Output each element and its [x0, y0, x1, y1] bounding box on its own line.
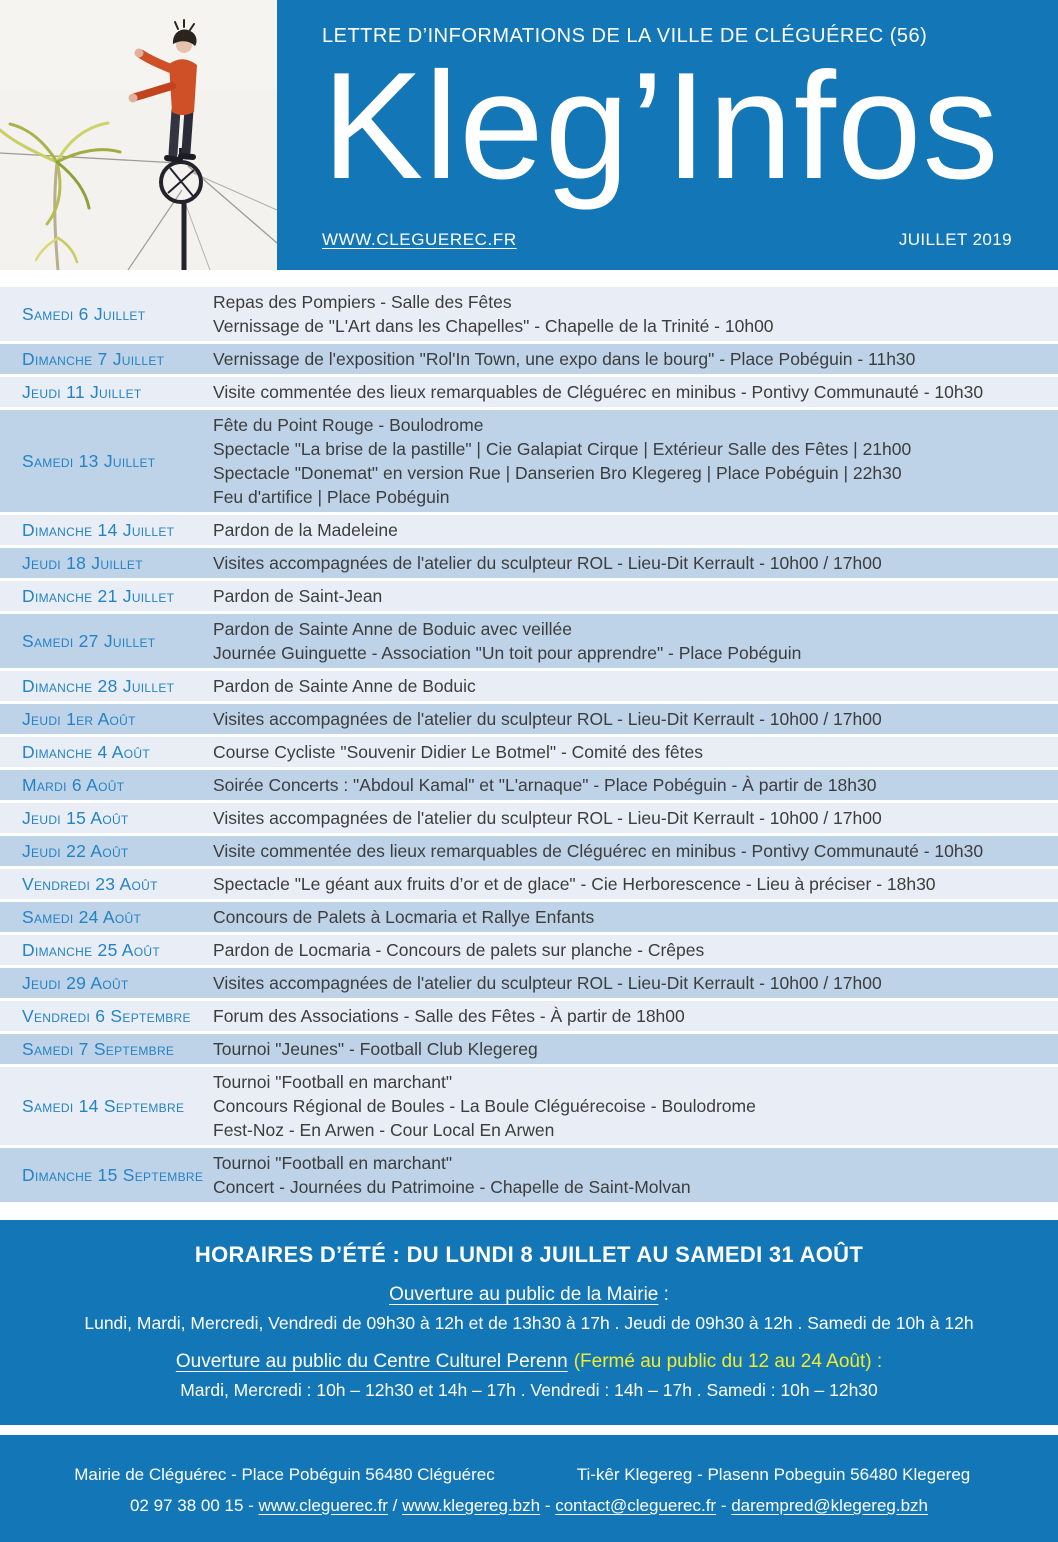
- event-description: [213, 674, 1058, 698]
- event-description: [213, 551, 1058, 575]
- event-description-line: Concours de Palets à Locmaria et Rallye Enfants: [213, 907, 595, 927]
- event-description: [213, 290, 1058, 338]
- event-date: Dimanche 4 Août: [22, 742, 150, 762]
- masthead: [277, 0, 1058, 270]
- address-breton: Ti-kêr Klegereg - Plasenn Pobeguin 56480 Klegereg: [576, 1465, 971, 1484]
- perenn-closed-note: (Fermé au public du 12 au 24 Août) :: [573, 1351, 883, 1372]
- event-description: [213, 1151, 1058, 1199]
- event-description-line: Forum des Associations - Salle des Fêtes - À partir de 18h00: [213, 1006, 685, 1026]
- event-description-line: Pardon de Locmaria - Concours de palets sur planche - Crêpes: [213, 940, 705, 960]
- event-description: [213, 938, 1058, 962]
- event-row: [0, 410, 1058, 515]
- event-description-line: Pardon de Saint-Jean: [213, 586, 383, 606]
- summer-hours-section: [0, 1220, 1058, 1425]
- masthead-bottom: [322, 230, 1012, 250]
- newsletter-title: Kleg’Infos: [322, 41, 1000, 211]
- event-description: [213, 518, 1058, 542]
- event-date: Dimanche 21 Juillet: [22, 586, 175, 606]
- footer-text: /: [387, 1496, 403, 1515]
- event-date: Dimanche 25 Août: [22, 940, 160, 960]
- event-row: [0, 968, 1058, 1001]
- newsletter-tagline: LETTRE D’INFORMATIONS DE LA VILLE DE CLÉGUÉREC (56): [322, 25, 928, 47]
- event-description: [213, 905, 1058, 929]
- header: [0, 0, 1058, 270]
- footer-text: 02 97 38 00 15 -: [129, 1496, 259, 1515]
- event-description-line: Journée Guinguette - Association "Un toit pour apprendre" - Place Pobéguin: [213, 643, 802, 663]
- event-row: [0, 803, 1058, 836]
- event-description-line: Fest-Noz - En Arwen - Cour Local En Arwen: [213, 1120, 555, 1140]
- event-date: Dimanche 15 Septembre: [22, 1165, 204, 1185]
- event-description-line: Fête du Point Rouge - Boulodrome: [213, 415, 484, 435]
- footer-text: -: [716, 1496, 732, 1515]
- event-date: Samedi 6 Juillet: [22, 304, 146, 324]
- footer-contact-line: [40, 1496, 1018, 1516]
- header-photo: [0, 0, 277, 270]
- footer: [0, 1435, 1058, 1542]
- event-date: Samedi 13 Juillet: [22, 451, 156, 471]
- event-description: [213, 1004, 1058, 1028]
- event-row: [0, 869, 1058, 902]
- event-row: [0, 377, 1058, 410]
- event-description-line: Concert - Journées du Patrimoine - Chapelle de Saint-Molvan: [213, 1177, 691, 1197]
- event-row: [0, 671, 1058, 704]
- event-row: [0, 1148, 1058, 1205]
- event-description-line: Pardon de Sainte Anne de Boduic avec veillée: [213, 619, 573, 639]
- event-description: [213, 380, 1058, 404]
- event-description-line: Visites accompagnées de l'atelier du sculpteur ROL - Lieu-Dit Kerrault - 10h00 / 17h00: [213, 973, 882, 993]
- event-date: Samedi 24 Août: [22, 907, 142, 927]
- event-row: [0, 1034, 1058, 1067]
- event-row: [0, 515, 1058, 548]
- event-date: Dimanche 28 Juillet: [22, 676, 175, 696]
- mairie-heading-colon: :: [658, 1284, 669, 1305]
- event-row: [0, 344, 1058, 377]
- event-description: [213, 773, 1058, 797]
- event-description-line: Spectacle "Donemat" en version Rue | Danserien Bro Klegereg | Place Pobéguin | 22h30: [213, 463, 902, 483]
- event-row: [0, 1001, 1058, 1034]
- event-description: [213, 1037, 1058, 1061]
- event-description: [213, 707, 1058, 731]
- event-date: Dimanche 7 Juillet: [22, 349, 165, 369]
- event-description: [213, 806, 1058, 830]
- event-description-line: Visite commentée des lieux remarquables de Cléguérec en minibus - Pontivy Communauté - 10h30: [213, 841, 984, 861]
- event-row: [0, 770, 1058, 803]
- event-row: [0, 737, 1058, 770]
- events-table: [0, 287, 1058, 1205]
- event-description-line: Concours Régional de Boules - La Boule Cléguérecoise - Boulodrome: [213, 1096, 756, 1116]
- event-date: Jeudi 29 Août: [22, 973, 129, 993]
- event-description: [213, 617, 1058, 665]
- mairie-heading-text: Ouverture au public de la Mairie: [389, 1284, 659, 1305]
- event-description-line: Spectacle "La brise de la pastille" | Cie Galapiat Cirque | Extérieur Salle des Fêtes | 21h00: [213, 439, 912, 459]
- footer-link[interactable]: www.klegereg.bzh: [402, 1496, 541, 1515]
- tightrope-walker-photo: [0, 0, 277, 270]
- event-date: Jeudi 1er Août: [22, 709, 136, 729]
- event-row: [0, 935, 1058, 968]
- event-description-line: Visite commentée des lieux remarquables de Cléguérec en minibus - Pontivy Communauté - 10h30: [213, 382, 984, 402]
- event-description-line: Visites accompagnées de l'atelier du sculpteur ROL - Lieu-Dit Kerrault - 10h00 / 17h00: [213, 709, 882, 729]
- event-description-line: Pardon de la Madeleine: [213, 520, 398, 540]
- event-description: [213, 740, 1058, 764]
- event-description: [213, 839, 1058, 863]
- footer-link[interactable]: contact@cleguerec.fr: [555, 1496, 717, 1515]
- event-description-line: Spectacle "Le géant aux fruits d’or et de glace" - Cie Herborescence - Lieu à préciser - 18h30: [213, 874, 936, 894]
- website-link[interactable]: WWW.CLEGUEREC.FR: [322, 230, 517, 249]
- event-description: [213, 872, 1058, 896]
- event-description-line: Visites accompagnées de l'atelier du sculpteur ROL - Lieu-Dit Kerrault - 10h00 / 17h00: [213, 553, 882, 573]
- event-description-line: Tournoi "Football en marchant": [213, 1072, 453, 1092]
- event-description: [213, 347, 1058, 371]
- event-description-line: Vernissage de "L'Art dans les Chapelles" - Chapelle de la Trinité - 10h00: [213, 316, 774, 336]
- event-description-line: Feu d'artifice | Place Pobéguin: [213, 487, 450, 507]
- event-row: [0, 548, 1058, 581]
- event-date: Jeudi 11 Juillet: [22, 382, 142, 402]
- footer-link[interactable]: www.cleguerec.fr: [258, 1496, 388, 1515]
- event-description-line: Soirée Concerts : "Abdoul Kamal" et "L'arnaque" - Place Pobéguin - À partir de 18h30: [213, 775, 877, 795]
- footer-addresses: [40, 1465, 1018, 1485]
- event-description: [213, 413, 1058, 509]
- event-description-line: Visites accompagnées de l'atelier du sculpteur ROL - Lieu-Dit Kerrault - 10h00 / 17h00: [213, 808, 882, 828]
- mairie-hours-heading: [24, 1284, 1034, 1306]
- event-date: Samedi 7 Septembre: [22, 1039, 175, 1059]
- event-date: Vendredi 23 Août: [22, 874, 158, 894]
- event-date: Dimanche 14 Juillet: [22, 520, 175, 540]
- event-date: Samedi 14 Septembre: [22, 1096, 185, 1116]
- summer-hours-title: HORAIRES D’ÉTÉ : DU LUNDI 8 JUILLET AU SAMEDI 31 AOÛT: [194, 1242, 864, 1267]
- event-description-line: Tournoi "Football en marchant": [213, 1153, 453, 1173]
- event-row: [0, 704, 1058, 737]
- footer-link[interactable]: darempred@klegereg.bzh: [731, 1496, 929, 1515]
- event-description-line: Vernissage de l'exposition "Rol'In Town, une expo dans le bourg" - Place Pobéguin - 11h30: [213, 349, 916, 369]
- event-description-line: Course Cycliste "Souvenir Didier Le Botmel" - Comité des fêtes: [213, 742, 703, 762]
- perenn-heading-text: Ouverture au public du Centre Culturel Perenn: [175, 1351, 568, 1372]
- event-date: Vendredi 6 Septembre: [22, 1006, 191, 1026]
- event-row: [0, 287, 1058, 344]
- event-row: [0, 614, 1058, 671]
- event-description-line: Repas des Pompiers - Salle des Fêtes: [213, 292, 512, 312]
- event-row: [0, 581, 1058, 614]
- event-description: [213, 1070, 1058, 1142]
- event-date: Samedi 27 Juillet: [22, 631, 156, 651]
- event-date: Jeudi 22 Août: [22, 841, 129, 861]
- footer-text: -: [540, 1496, 556, 1515]
- event-row: [0, 902, 1058, 935]
- mairie-hours-line: Lundi, Mardi, Mercredi, Vendredi de 09h30 à 12h et de 13h30 à 17h . Jeudi de 09h30 à 12h . Samedi de 10h à 12h: [84, 1313, 974, 1333]
- event-date: Jeudi 18 Juillet: [22, 553, 143, 573]
- event-description: [213, 584, 1058, 608]
- perenn-hours-heading: [24, 1351, 1034, 1373]
- event-description-line: Tournoi "Jeunes" - Football Club Klegereg: [213, 1039, 538, 1059]
- event-row: [0, 1067, 1058, 1148]
- event-description: [213, 971, 1058, 995]
- address-french: Mairie de Cléguérec - Place Pobéguin 56480 Cléguérec: [74, 1465, 495, 1484]
- issue-date: JUILLET 2019: [898, 230, 1012, 249]
- event-row: [0, 836, 1058, 869]
- event-date: Mardi 6 Août: [22, 775, 125, 795]
- event-description-line: Pardon de Sainte Anne de Boduic: [213, 676, 476, 696]
- perenn-hours-line: Mardi, Mercredi : 10h – 12h30 et 14h – 17h . Vendredi : 14h – 17h . Samedi : 10h – 12h30: [180, 1380, 878, 1400]
- event-date: Jeudi 15 Août: [22, 808, 129, 828]
